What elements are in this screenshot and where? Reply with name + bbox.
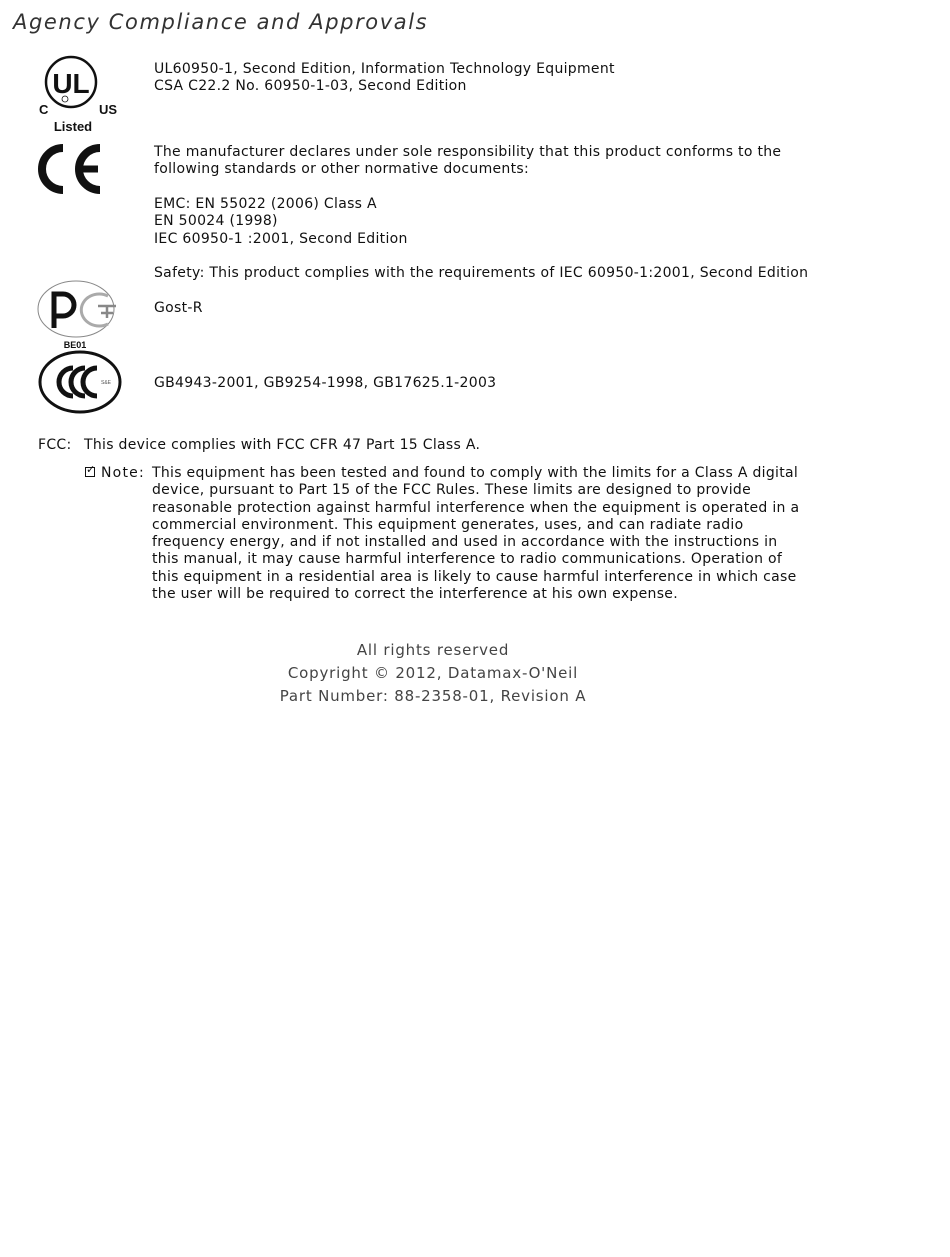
ul-logo-letters: UL (52, 68, 90, 99)
note-line: reasonable protection against harmful interference when the equipment is operated in a (152, 499, 800, 516)
ul-listed-logo (36, 55, 126, 137)
ce-declaration-line-1: The manufacturer declares under sole responsibility that this product conforms to the (154, 144, 782, 160)
footer-copyright: Copyright © 2012, Datamax-O'Neil (287, 664, 579, 682)
ce-safety-line: Safety: This product complies with the requirements of IEC 60950-1:2001, Second Edition (154, 265, 809, 281)
ce-emc-line-1: EMC: EN 55022 (2006) Class A (154, 196, 377, 212)
fcc-statement: This device complies with FCC CFR 47 Part 15 Class A. (84, 437, 481, 453)
ul-line-2: CSA C22.2 No. 60950-1-03, Second Edition (154, 78, 467, 94)
footer-rights: All rights reserved (356, 641, 510, 659)
gost-r-text: Gost-R (154, 300, 203, 316)
footer-part-number: Part Number: 88-2358-01, Revision A (279, 687, 587, 705)
note-line: device, pursuant to Part 15 of the FCC Rules. These limits are designed to provide (152, 482, 752, 499)
note-line: the user will be required to correct the interference at his own expense. (152, 586, 678, 603)
ce-emc-line-3: IEC 60950-1 :2001, Second Edition (154, 231, 408, 247)
note-body (152, 465, 812, 603)
ul-mark-left: C (39, 102, 49, 117)
ce-emc-line-2: EN 50024 (1998) (154, 213, 278, 229)
note-line: this manual, it may cause harmful interference to radio communications. Operation of (152, 551, 783, 568)
note-line: commercial environment. This equipment generates, uses, and can radiate radio (152, 516, 744, 533)
gost-r-logo (36, 280, 120, 352)
fcc-label: FCC: (38, 437, 72, 453)
ul-mark-right: US (99, 102, 118, 117)
ce-declaration-line-2: following standards or other normative documents: (154, 161, 529, 177)
ccc-logo (37, 349, 123, 415)
note-checkbox-icon (85, 463, 96, 477)
page-title: Agency Compliance and Approvals (13, 10, 429, 34)
gost-logo-code: BE01 (63, 340, 87, 350)
note-line: frequency energy, and if not installed and used in accordance with the instructions in (152, 534, 778, 551)
ccc-logo-sub: S&E (100, 380, 112, 386)
ul-listed-label: Listed (53, 119, 93, 134)
ccc-text: GB4943-2001, GB9254-1998, GB17625.1-2003 (154, 375, 497, 391)
note-line: this equipment in a residential area is likely to cause harmful interference in which case (152, 568, 797, 585)
ul-line-1: UL60950-1, Second Edition, Information Technology Equipment (154, 61, 615, 77)
note-check-mark: ✓ (86, 463, 96, 476)
note-line: This equipment has been tested and found to comply with the limits for a Class A digital (152, 465, 799, 481)
note-label: Note: (101, 465, 145, 481)
ce-mark-logo (36, 140, 106, 198)
